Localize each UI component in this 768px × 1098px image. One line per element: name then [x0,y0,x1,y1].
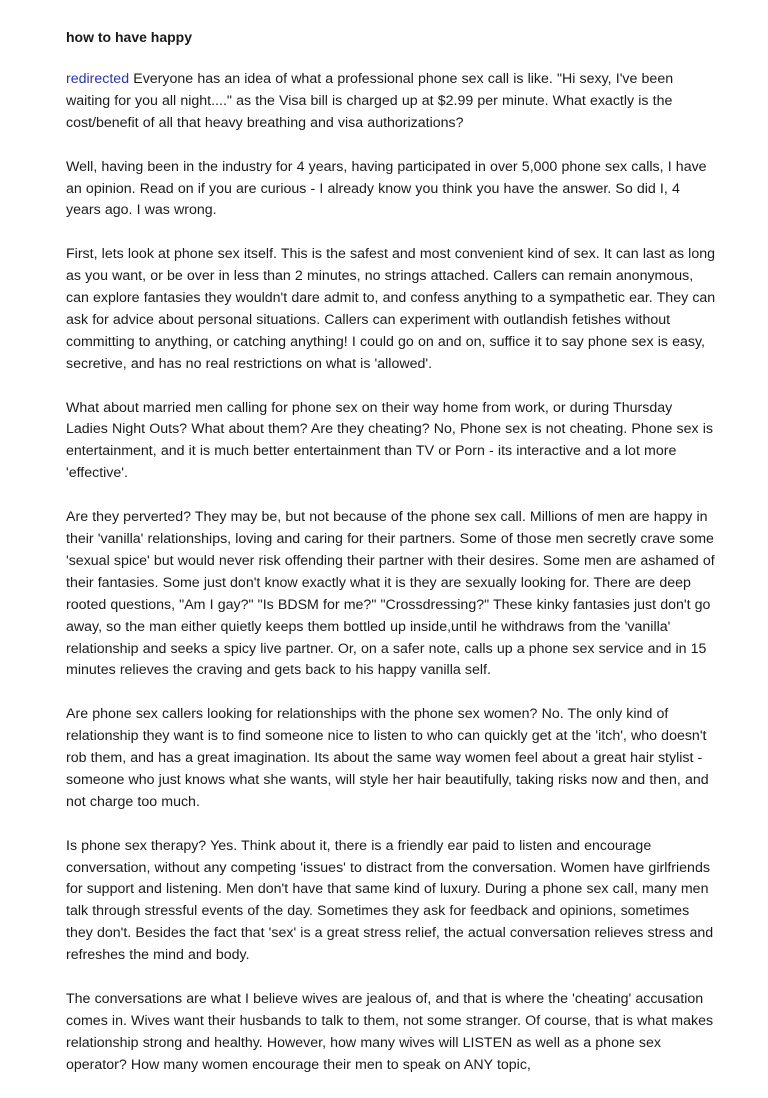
paragraph-5: Are they perverted? They may be, but not because of the phone sex call. Millions of men are happy in their 'vanilla' relationships, loving and caring for their partners. Some of those men secretly crave some 'sexual spice' but would never risk offending their partner with their desires. Some men are ashamed of their fantasies. Some just don't know exactly what it is they are sexually looking for. There are deep rooted questions, "Am I gay?" "Is BDSM for me?" "Crossdressing?" These kinky fantasies just don't go away, so the man either quietly keeps them bottled up inside,until he withdraws from the 'vanilla' relationship and seeks a spicy live partner. Or, on a safer note, calls up a phone sex service and in 15 minutes relieves the craving and gets back to his happy vanilla self. [66,509,715,679]
page-title: how to have happy [66,29,193,45]
paragraph-7: Is phone sex therapy? Yes. Think about it, there is a friendly ear paid to listen and encourage conversation, without any competing 'issues' to distract from the conversation. Women have girlfriends for support and listening. Men don't have that same kind of luxury. During a phone sex call, many men talk through stressful events of the day. Sometimes they ask for feedback and opinions, sometimes they don't. Besides the fact that 'sex' is a great stress relief, the actual conversation relieves stress and refreshes the mind and body. [66,837,714,964]
paragraph-4: What about married men calling for phone sex on their way home from work, or during Thursday Ladies Night Outs? What about them? Are they cheating? No, Phone sex is not cheating. Phone sex is entertainment, and it is much better entertainment than TV or Porn - its interactive and a lot more 'effective'. [66,399,713,482]
paragraph-6: Are phone sex callers looking for relationships with the phone sex women? No. The only kind of relationship they want is to find someone nice to listen to who can quickly get at the 'itch', who doesn't rob them, and has a great imagination. Its about the same way women feel about a great hair stylist - someone who just knows what she wants, will style her hair beautifully, taking risks now and then, and not charge too much. [66,706,709,810]
paragraph-1-text: Everyone has an idea of what a professional phone sex call is like. "Hi sexy, I've been waiting for you all night...." as the Visa bill is charged up at $2.99 per minute. What exactly is the cost/benefit of all that heavy breathing and visa authorizations? [66,71,674,131]
paragraph-8: The conversations are what I believe wives are jealous of, and that is where the 'cheating' accusation comes in. Wives want their husbands to talk to them, not some stranger. Of course, that is what makes relationship strong and healthy. However, how many wives will LISTEN as well as a phone sex operator? How many women encourage their men to speak on ANY topic, [66,990,714,1073]
redirected-link[interactable]: redirected [66,71,130,87]
document-page [66,26,716,1098]
paragraph-2: Well, having been in the industry for 4 years, having participated in over 5,000 phone sex calls, I have an opinion. Read on if you are curious - I already know you think you have the answer. So did I, 4 years ago. I was wrong. [66,158,707,219]
paragraph-1 [66,69,716,135]
paragraph-3: First, lets look at phone sex itself. This is the safest and most convenient kind of sex. It can last as long as you want, or be over in less than 2 minutes, no strings attached. Callers can remain anonymous, can explore fantasies they wouldn't dare admit to, and confess anything to a sympathetic ear. They can ask for advice about personal situations. Callers can experiment with outlandish fetishes without committing to anything, or catching anything! I could go on and on, suffice it to say phone sex is easy, secretive, and has no real restrictions on what is 'allowed'. [66,246,716,372]
